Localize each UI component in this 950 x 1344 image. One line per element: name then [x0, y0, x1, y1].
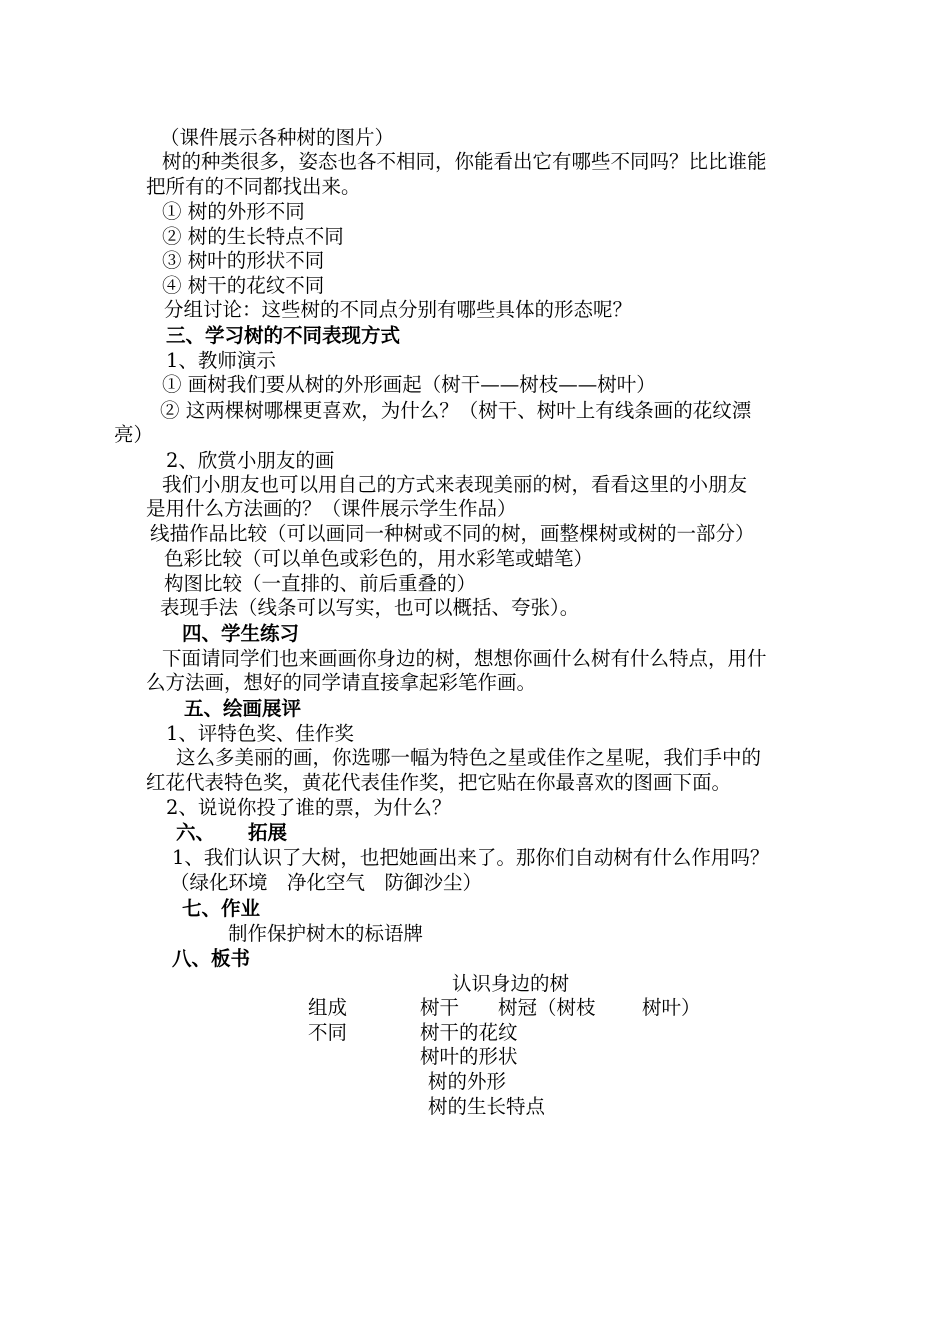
section-heading: 七、作业 [182, 897, 261, 920]
paragraph-line: 构图比较（一直排的、前后重叠的） [164, 572, 477, 595]
section-heading: 三、学习树的不同表现方式 [166, 324, 401, 347]
subheading: 1、评特色奖、佳作奖 [166, 722, 354, 745]
board-item: 树干的花纹 [420, 1021, 518, 1044]
subheading: 2、欣赏小朋友的画 [166, 449, 335, 472]
paragraph-line: 红花代表特色奖，黄花代表佳作奖，把它贴在你最喜欢的图画下面。 [146, 771, 732, 794]
courseware-note: （课件展示各种树的图片） [160, 126, 395, 149]
paragraph-line: 这么多美丽的画，你选哪一幅为特色之星或佳作之星呢，我们手中的 [176, 746, 762, 769]
board-label: 组成 [308, 996, 348, 1019]
section-heading: 五、绘画展评 [184, 697, 302, 720]
list-item: ② 这两棵树哪棵更喜欢，为什么？（树干、树叶上有线条画的花纹漂 [160, 399, 752, 422]
paragraph-line: 线描作品比较（可以画同一种树或不同的树，画整棵树或树的一部分） [150, 522, 755, 545]
paragraph-line: 么方法画，想好的同学请直接拿起彩笔作画。 [146, 671, 537, 694]
paragraph-line: 分组讨论：这些树的不同点分别有哪些具体的形态呢？ [164, 298, 633, 321]
paragraph-line: 制作保护树木的标语牌 [228, 922, 424, 945]
paragraph-line: 我们小朋友也可以用自己的方式来表现美丽的树，看看这里的小朋友 [162, 473, 748, 496]
board-item: 树冠（树枝 [498, 996, 596, 1019]
board-label: 不同 [308, 1021, 348, 1044]
board-item: 树叶的形状 [420, 1045, 518, 1068]
paragraph-line: 表现手法（线条可以写实，也可以概括、夸张）。 [160, 596, 580, 619]
subheading: 2、说说你投了谁的票，为什么？ [166, 796, 452, 819]
board-item: 树干 [420, 996, 460, 1019]
board-title: 认识身边的树 [452, 972, 570, 995]
paragraph-line: （绿化环境 净化空气 防御沙尘） [170, 871, 483, 894]
section-heading: 六、 [176, 821, 216, 844]
paragraph-line: 树的种类很多，姿态也各不相同，你能看出它有哪些不同吗？比比谁能 [162, 150, 767, 173]
paragraph-line: 把所有的不同都找出来。 [146, 175, 361, 198]
section-heading: 拓展 [248, 821, 288, 844]
list-item: ① 画树我们要从树的外形画起（树干——树枝——树叶） [162, 373, 656, 396]
paragraph-line: 是用什么方法画的？（课件展示学生作品） [146, 497, 517, 520]
board-item: 树的外形 [428, 1070, 507, 1093]
section-heading: 四、学生练习 [182, 622, 300, 645]
paragraph-line: 色彩比较（可以单色或彩色的，用水彩笔或蜡笔） [164, 547, 594, 570]
paragraph-line: 1、我们认识了大树，也把她画出来了。那你们自动树有什么作用吗？ [172, 846, 770, 869]
paragraph-line: 亮） [114, 423, 154, 446]
board-item: 树的生长特点 [428, 1095, 546, 1118]
paragraph-line: 下面请同学们也来画画你身边的树，想想你画什么树有什么特点，用什 [162, 647, 767, 670]
list-item: ① 树的外形不同 [162, 200, 305, 223]
list-item: ② 树的生长特点不同 [162, 225, 344, 248]
section-heading: 八、板书 [172, 947, 251, 970]
subheading: 1、教师演示 [166, 349, 276, 372]
list-item: ③ 树叶的形状不同 [162, 249, 325, 272]
list-item: ④ 树干的花纹不同 [162, 274, 325, 297]
board-item: 树叶） [642, 996, 701, 1019]
